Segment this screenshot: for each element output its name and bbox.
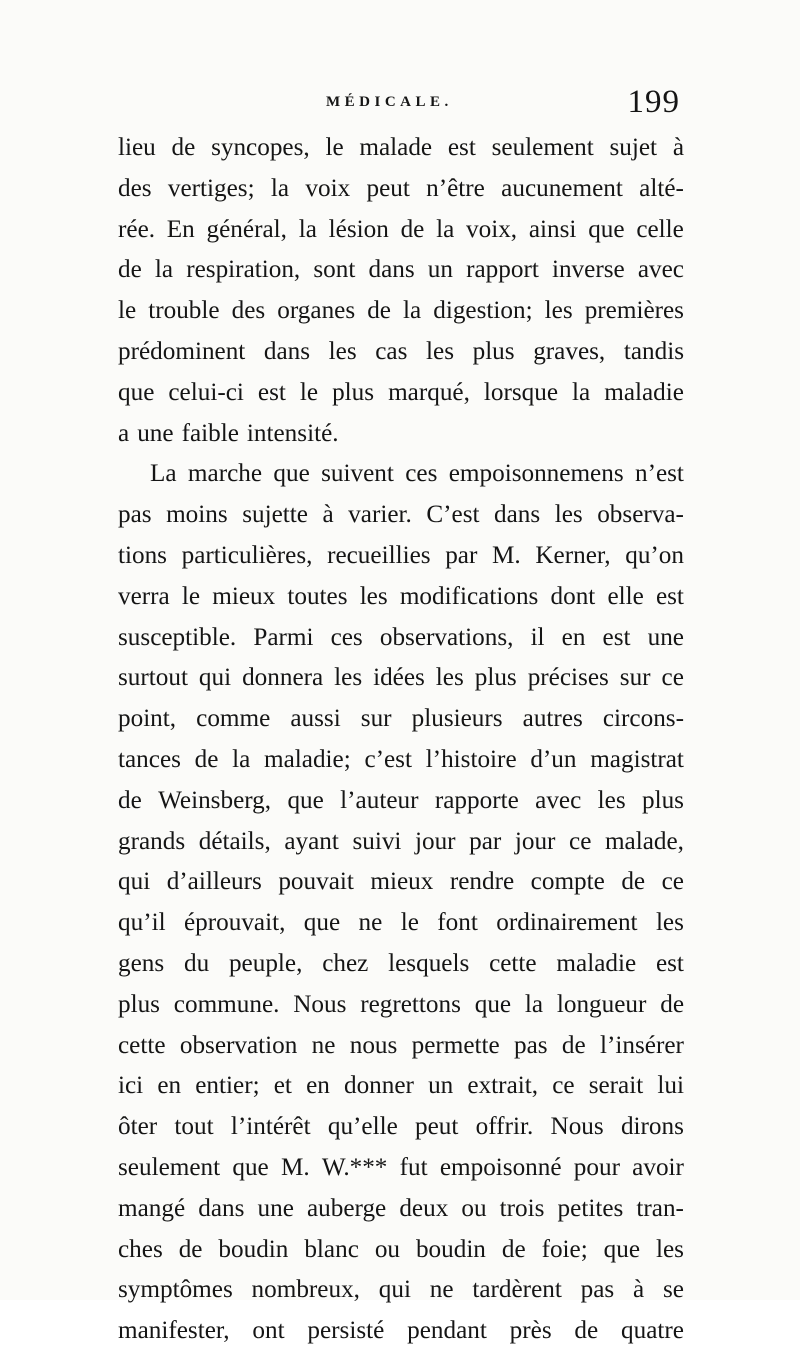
text-line: [118, 1230, 684, 1271]
word: mieux: [370, 868, 434, 896]
word: ne: [429, 1276, 454, 1304]
word: syncopes,: [211, 134, 310, 161]
word: que: [474, 990, 512, 1018]
word: inverse: [551, 256, 625, 284]
word: la: [403, 297, 422, 325]
word: ici: [118, 1072, 144, 1100]
word: une: [647, 623, 684, 651]
word: autres: [522, 705, 583, 733]
word: que: [232, 1153, 269, 1181]
word: peuple,: [228, 949, 303, 977]
text-line: [118, 822, 684, 863]
word: de: [660, 990, 684, 1018]
word: de: [118, 256, 142, 284]
word: que: [118, 378, 155, 406]
word: observations,: [379, 623, 514, 651]
text-line: [118, 903, 684, 944]
word: C’est: [426, 501, 480, 529]
word: cette: [489, 949, 537, 977]
word: la: [270, 174, 290, 202]
word: Weinsberg,: [158, 786, 272, 814]
word: elle: [607, 582, 644, 610]
word: boudin: [415, 1235, 486, 1263]
word: l’histoire: [425, 745, 517, 773]
word: les: [655, 909, 684, 937]
word: tardèrent: [472, 1276, 562, 1304]
word: les: [544, 297, 573, 325]
word: que: [603, 1235, 641, 1263]
word: dans: [494, 501, 541, 529]
word: les: [597, 786, 626, 814]
word: malade,: [604, 827, 684, 855]
word: Nous: [550, 1113, 604, 1141]
text-line: [118, 1066, 684, 1107]
text-line: [118, 332, 684, 373]
word: que: [287, 786, 324, 814]
word: digestion;: [433, 297, 533, 325]
word: moins: [166, 501, 228, 529]
word: mangé: [118, 1194, 186, 1222]
word: pas: [514, 1031, 548, 1059]
word: manifester,: [118, 1317, 230, 1345]
word: marche: [187, 460, 263, 488]
word: entier;: [195, 1072, 260, 1100]
word: ainsi: [528, 215, 577, 243]
word: foie;: [541, 1235, 588, 1263]
word: la: [154, 256, 174, 284]
text-line: [118, 862, 684, 903]
word: M.: [492, 541, 521, 569]
word: et: [273, 1072, 292, 1100]
word: que: [588, 215, 625, 243]
word: le: [181, 582, 201, 610]
word: de: [178, 1235, 203, 1263]
word: ne: [311, 1031, 336, 1059]
word: chez: [322, 949, 369, 977]
word: la: [232, 745, 251, 773]
word: respiration,: [186, 256, 301, 284]
word: plusieurs: [411, 705, 503, 733]
word: ne: [358, 909, 383, 937]
word: tions: [118, 541, 167, 569]
word: l’intérêt: [230, 1113, 311, 1141]
word: n’est: [634, 460, 684, 488]
word: en: [561, 623, 586, 651]
word: lesquels: [388, 949, 470, 977]
word: un: [427, 256, 453, 284]
word: sujette: [242, 501, 308, 529]
word: extrait,: [467, 1072, 539, 1100]
word: longueur: [556, 990, 647, 1018]
word: malade: [359, 134, 433, 161]
word: gens: [118, 949, 165, 977]
word: aucunement: [501, 174, 623, 202]
word: observation: [179, 1031, 298, 1059]
text-line: [118, 536, 684, 577]
word: comme: [196, 705, 271, 733]
word: pouvait: [278, 868, 354, 896]
word: idées: [373, 664, 425, 692]
text-line: [118, 210, 684, 251]
text-line: [118, 128, 684, 169]
word: empoisonné: [439, 1153, 562, 1181]
word: des: [231, 297, 266, 325]
word: rapporte: [434, 786, 519, 814]
word: a: [118, 419, 130, 447]
word: ont: [252, 1317, 285, 1345]
word: c’est: [364, 745, 412, 773]
word: ce: [569, 827, 592, 855]
text-line: [118, 1107, 684, 1148]
word: varier.: [348, 501, 412, 529]
text-line: [118, 250, 684, 291]
word: rapport: [466, 256, 539, 284]
word: qu’il: [118, 909, 166, 937]
word: ce: [552, 1072, 575, 1100]
running-head: [118, 84, 684, 124]
word: en: [157, 1072, 182, 1100]
word: d’ailleurs: [166, 868, 262, 896]
word: plus: [472, 337, 515, 365]
word: dans: [198, 1194, 245, 1222]
word: prédominent: [118, 337, 246, 365]
word: La: [150, 460, 177, 488]
word: offrir.: [475, 1113, 534, 1141]
word: est: [447, 134, 476, 161]
text-line: [118, 1270, 684, 1311]
text-line: [118, 495, 684, 536]
word: ordinairement: [496, 909, 638, 937]
word: avec: [535, 786, 582, 814]
word: recueillies: [327, 541, 431, 569]
word: est: [602, 623, 631, 651]
word: du: [183, 949, 210, 977]
word: peut: [415, 1113, 459, 1141]
word: qu’on: [625, 541, 684, 569]
text-line: [118, 658, 684, 699]
word: le: [118, 297, 137, 325]
text-line: [118, 985, 684, 1026]
word: le: [400, 909, 419, 937]
word: marqué,: [388, 378, 470, 406]
word: cette: [118, 1031, 166, 1059]
word: sur: [360, 705, 392, 733]
word: mieux: [212, 582, 276, 610]
word: lieu: [118, 134, 156, 161]
word: avoir: [632, 1153, 684, 1181]
word: ches: [118, 1235, 163, 1263]
word: jour: [415, 827, 456, 855]
word: une: [137, 419, 174, 447]
word: sujet: [609, 134, 658, 161]
word: surtout: [118, 664, 188, 692]
word: aussi: [290, 705, 341, 733]
word: toutes: [287, 582, 348, 610]
word: pas: [118, 501, 152, 529]
word: tout: [174, 1113, 214, 1141]
word: de: [561, 1031, 586, 1059]
word: de: [171, 134, 196, 161]
word: vertiges;: [167, 174, 255, 202]
word: de: [621, 868, 646, 896]
running-title: MÉDICALE.: [326, 94, 453, 110]
word: ces: [405, 460, 438, 488]
word: des: [118, 174, 152, 202]
word: plus: [332, 378, 375, 406]
body-text: [118, 128, 684, 1352]
word: alté-: [639, 174, 684, 202]
word: précises: [527, 664, 609, 692]
word: W.***: [321, 1153, 388, 1181]
word: les: [328, 337, 357, 365]
word: symptômes: [118, 1276, 233, 1304]
word: voix,: [466, 215, 518, 243]
word: un: [428, 1072, 454, 1100]
page-number: 199: [627, 84, 680, 120]
word: particulières,: [181, 541, 313, 569]
word: qui: [198, 664, 232, 692]
word: premières: [584, 297, 684, 325]
word: plus: [474, 664, 517, 692]
word: magistrat: [590, 745, 684, 773]
word: compte: [530, 868, 605, 896]
word: fut: [399, 1153, 428, 1181]
word: avec: [637, 256, 684, 284]
word: observa-: [597, 501, 684, 529]
word: Parmi: [253, 623, 314, 651]
word: graves,: [533, 337, 606, 365]
word: les: [334, 664, 363, 692]
word: peut: [366, 174, 410, 202]
word: grands: [118, 827, 186, 855]
word: ayant: [284, 827, 339, 855]
word: donnera: [242, 664, 324, 692]
word: celle: [636, 215, 684, 243]
word: général,: [206, 215, 287, 243]
word: n’être: [426, 174, 485, 202]
text-line: [118, 944, 684, 985]
word: de: [118, 786, 142, 814]
word: trouble: [148, 297, 220, 325]
word: dans: [368, 256, 415, 284]
word: dans: [263, 337, 311, 365]
word: l’insérer: [599, 1031, 684, 1059]
word: les: [426, 337, 454, 365]
word: que: [303, 909, 341, 937]
text-line: [118, 740, 684, 781]
word: susceptible.: [118, 623, 237, 651]
word: par: [469, 827, 502, 855]
word: tances: [118, 745, 181, 773]
word: de: [501, 1235, 526, 1263]
word: rée.: [118, 215, 156, 243]
text-line: [118, 1026, 684, 1067]
word: celui-ci: [168, 378, 244, 406]
word: ce: [661, 664, 684, 692]
word: circons-: [602, 705, 684, 733]
word: M.: [280, 1153, 310, 1181]
word: une: [257, 1194, 294, 1222]
word: les: [435, 664, 464, 692]
word: Kerner,: [535, 541, 611, 569]
word: plus: [641, 786, 684, 814]
word: font: [437, 909, 478, 937]
word: détails,: [198, 827, 271, 855]
word: de: [574, 1317, 599, 1345]
word: point,: [118, 705, 177, 733]
word: se: [663, 1276, 684, 1304]
word: sont: [313, 256, 356, 284]
word: empoisonnemens: [448, 460, 624, 488]
word: les: [359, 582, 388, 610]
word: les: [655, 1235, 684, 1263]
word: nombreux,: [251, 1276, 360, 1304]
word: de: [400, 215, 425, 243]
word: permette: [411, 1031, 500, 1059]
word: Nous: [293, 990, 347, 1018]
word: d’un: [530, 745, 577, 773]
word: commune.: [173, 990, 280, 1018]
word: dont: [550, 582, 596, 610]
word: tandis: [623, 337, 684, 365]
text-line: [118, 1148, 684, 1189]
word: faible: [181, 419, 239, 447]
word: à: [633, 1276, 645, 1304]
word: près: [509, 1317, 552, 1345]
word: la: [524, 990, 544, 1018]
word: tran-: [636, 1194, 684, 1222]
word: En: [166, 215, 195, 243]
word: il: [530, 623, 545, 651]
word: ce: [661, 868, 684, 896]
word: seulement: [118, 1153, 221, 1181]
word: nous: [349, 1031, 398, 1059]
text-line: [118, 781, 684, 822]
word: regrettons: [360, 990, 461, 1018]
word: modifications: [399, 582, 539, 610]
word: qu’elle: [327, 1113, 398, 1141]
word: que: [273, 460, 310, 488]
word: qui: [378, 1276, 411, 1304]
word: suivent: [321, 460, 394, 488]
text-line: [118, 169, 684, 210]
word: dirons: [620, 1113, 684, 1141]
text-line: [118, 618, 684, 659]
word: lésion: [328, 215, 389, 243]
word: par: [445, 541, 478, 569]
word: serait: [588, 1072, 644, 1100]
text-line: [118, 1189, 684, 1230]
word: lorsque: [483, 378, 559, 406]
word: est: [655, 949, 684, 977]
word: jour: [514, 827, 556, 855]
word: ou: [461, 1194, 487, 1222]
word: trois: [499, 1194, 545, 1222]
word: rendre: [449, 868, 515, 896]
word: cas: [375, 337, 408, 365]
word: de: [194, 745, 219, 773]
word: ôter: [118, 1113, 158, 1141]
text-line: [118, 699, 684, 740]
word: éprouvait,: [183, 909, 286, 937]
word: verra: [118, 582, 170, 610]
word: la: [572, 378, 591, 406]
word: est: [257, 378, 286, 406]
word: donner: [343, 1072, 414, 1100]
word: maladie;: [264, 745, 351, 773]
word: auberge: [306, 1194, 387, 1222]
text-line: [118, 1311, 684, 1352]
word: sur: [619, 664, 651, 692]
word: lui: [657, 1072, 684, 1100]
word: l’auteur: [340, 786, 419, 814]
word: à: [322, 501, 334, 529]
word: deux: [399, 1194, 449, 1222]
word: à: [672, 134, 684, 161]
word: pendant: [407, 1317, 487, 1345]
word: le: [299, 378, 319, 406]
text-line: [118, 373, 684, 414]
text-line: [118, 291, 684, 332]
word: les: [554, 501, 583, 529]
word: persisté: [307, 1317, 385, 1345]
word: le: [325, 134, 344, 161]
word: en: [306, 1072, 330, 1100]
word: la: [436, 215, 455, 243]
word: la: [298, 215, 317, 243]
word: organes: [277, 297, 356, 325]
word: quatre: [621, 1317, 684, 1345]
word: ou: [374, 1235, 400, 1263]
word: ces: [330, 623, 363, 651]
word: maladie: [604, 378, 684, 406]
text-line: [118, 577, 684, 618]
word: petites: [557, 1194, 624, 1222]
word: boudin: [218, 1235, 289, 1263]
word: intensité.: [246, 419, 339, 447]
word: maladie: [556, 949, 637, 977]
word: seulement: [491, 134, 594, 161]
text-line: [118, 414, 684, 455]
word: plus: [118, 990, 160, 1018]
word: voix: [305, 174, 351, 202]
word: est: [655, 582, 684, 610]
word: de: [367, 297, 391, 325]
word: pour: [573, 1153, 620, 1181]
word: suivi: [352, 827, 402, 855]
text-line: [118, 454, 684, 495]
word: pas: [580, 1276, 615, 1304]
word: qui: [118, 868, 151, 896]
word: blanc: [304, 1235, 359, 1263]
